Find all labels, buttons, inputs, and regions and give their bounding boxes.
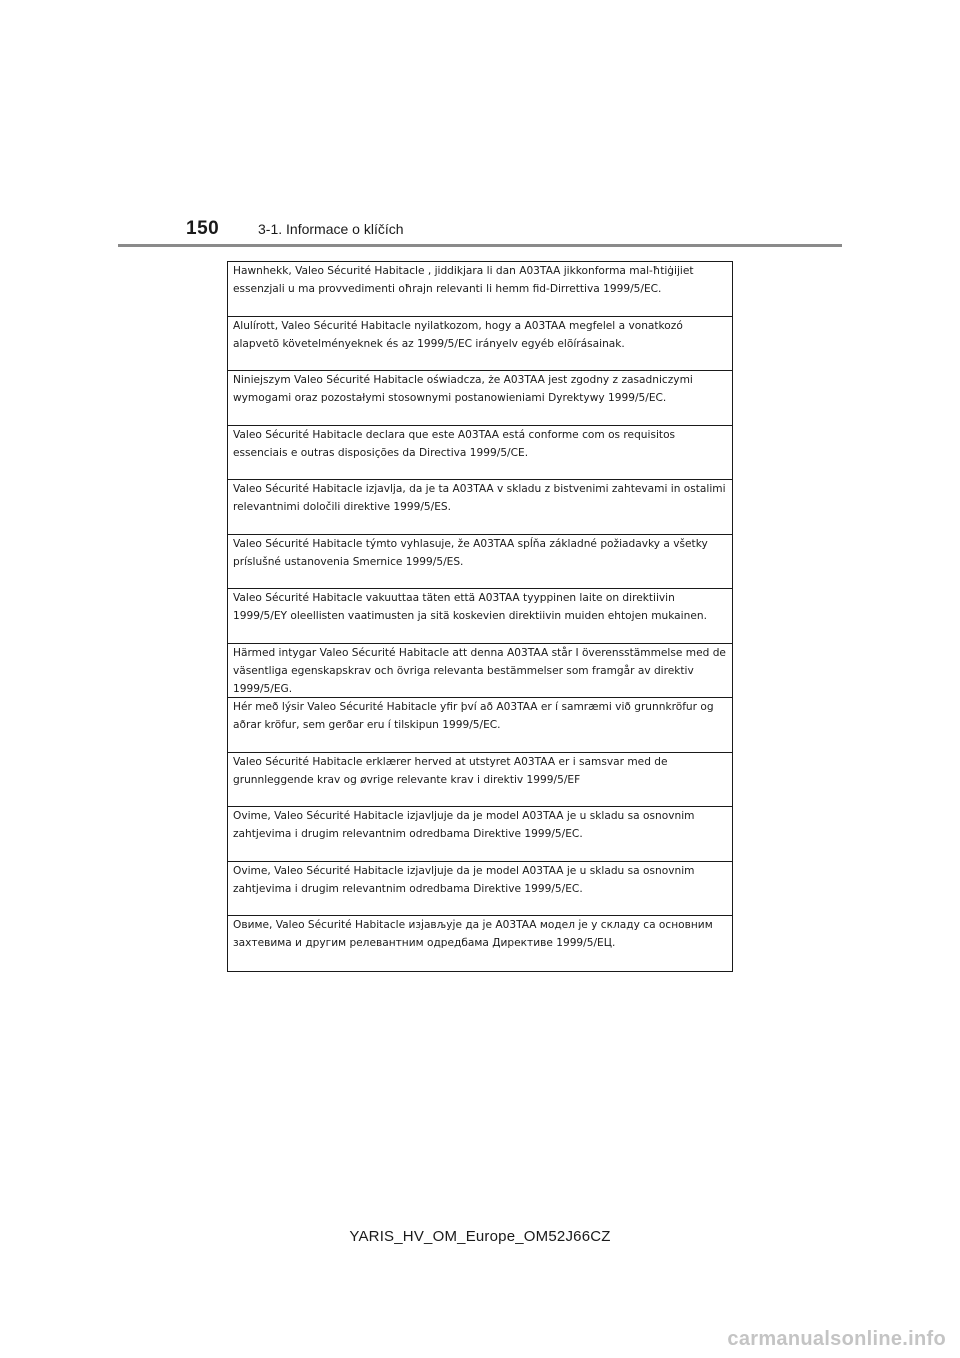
declaration-text: Valeo Sécurité Habitacle declara que este A03TAA está conforme com os requisitos essenciais e outras disposições da Directiva 1999/5/CE. (233, 428, 676, 459)
site-watermark[interactable]: carmanualsonline.info (727, 1328, 946, 1350)
declaration-row-swedish (228, 644, 732, 699)
declaration-text: Härmed intygar Valeo Sécurité Habitacle att denna A03TAA står I överensstämmelse med de väsentliga egenskapskrav och övriga relevanta bestämmelser som framgår av direktiv 1999/5/EG. (233, 646, 726, 695)
declaration-row-slovenian (228, 480, 732, 535)
declaration-row-serbian (228, 916, 732, 971)
declaration-row-hungarian (228, 317, 732, 372)
document-code: YARIS_HV_OM_Europe_OM52J66CZ (349, 1228, 611, 1245)
declaration-table (227, 261, 733, 972)
declaration-row-norwegian (228, 753, 732, 808)
declaration-text: Valeo Sécurité Habitacle vakuuttaa täten että A03TAA tyyppinen laite on direktiivin 1999/5/EY oleellisten vaatimusten ja sitä koskevien direktiivin muiden ehtojen mukainen. (233, 592, 707, 623)
declaration-text: Valeo Sécurité Habitacle izjavlja, da je ta A03TAA v skladu z bistvenimi zahtevami in ostalimi relevantnimi določili direktive 1999/5/ES. (233, 483, 726, 514)
page-number: 150 (186, 218, 220, 239)
section-title: 3-1. Informace o klíčích (258, 221, 404, 237)
declaration-text: Ovime, Valeo Sécurité Habitacle izjavljuje da je model A03TAA je u skladu sa osnovnim zahtjevima i drugim relevantnim odredbama Direktive 1999/5/EC. (233, 810, 695, 841)
declaration-text: Hawnhekk, Valeo Sécurité Habitacle , jiddikjara li dan A03TAA jikkonforma mal-ħtiġijiet essenzjali u ma provvedimenti oħrajn relevanti li hemm fid-Dirrettiva 1999/5/EC. (233, 265, 694, 296)
declaration-row-finnish (228, 589, 732, 644)
declaration-text: Hér með lýsir Valeo Sécurité Habitacle yfir því að A03TAA er í samræmi við grunnkröfur og aðrar kröfur, sem gerðar eru í tilskipun 1999/5/EC. (233, 701, 714, 732)
header-divider (118, 244, 842, 247)
declaration-row-bosnian (228, 862, 732, 917)
declaration-text: Ovime, Valeo Sécurité Habitacle izjavljuje da je model A03TAA je u skladu sa osnovnim zahtjevima i drugim relevantnim odredbama Direktive 1999/5/EC. (233, 864, 695, 895)
declaration-row-croatian (228, 807, 732, 862)
declaration-row-portuguese (228, 426, 732, 481)
declaration-text: Alulírott, Valeo Sécurité Habitacle nyilatkozom, hogy a A03TAA megfelel a vonatkozó alapvetõ követelményeknek és az 1999/5/EC irányelv egyéb elõírásainak. (233, 319, 683, 350)
declaration-row-maltese (228, 262, 732, 317)
declaration-text: Niniejszym Valeo Sécurité Habitacle oświadcza, że A03TAA jest zgodny z zasadniczymi wymogami oraz pozostałymi stosownymi postanowieniami Dyrektywy 1999/5/EC. (233, 374, 693, 405)
declaration-row-polish (228, 371, 732, 426)
declaration-text: Valeo Sécurité Habitacle týmto vyhlasuje, že A03TAA spĺňa základné požiadavky a všetky príslušné ustanovenia Smernice 1999/5/ES. (233, 537, 708, 568)
declaration-row-slovak (228, 535, 732, 590)
declaration-row-icelandic (228, 698, 732, 753)
declaration-text: Valeo Sécurité Habitacle erklærer herved at utstyret A03TAA er i samsvar med de grunnleggende krav og øvrige relevante krav i direktiv 1999/5/EF (233, 755, 668, 786)
declaration-text: Овиме, Valeo Sécurité Habitacle изјављује да је A03TAA модел је у складу са основним захтевима и другим релевантним одредбама Директиве 1999/5/ЕЦ. (233, 919, 713, 950)
